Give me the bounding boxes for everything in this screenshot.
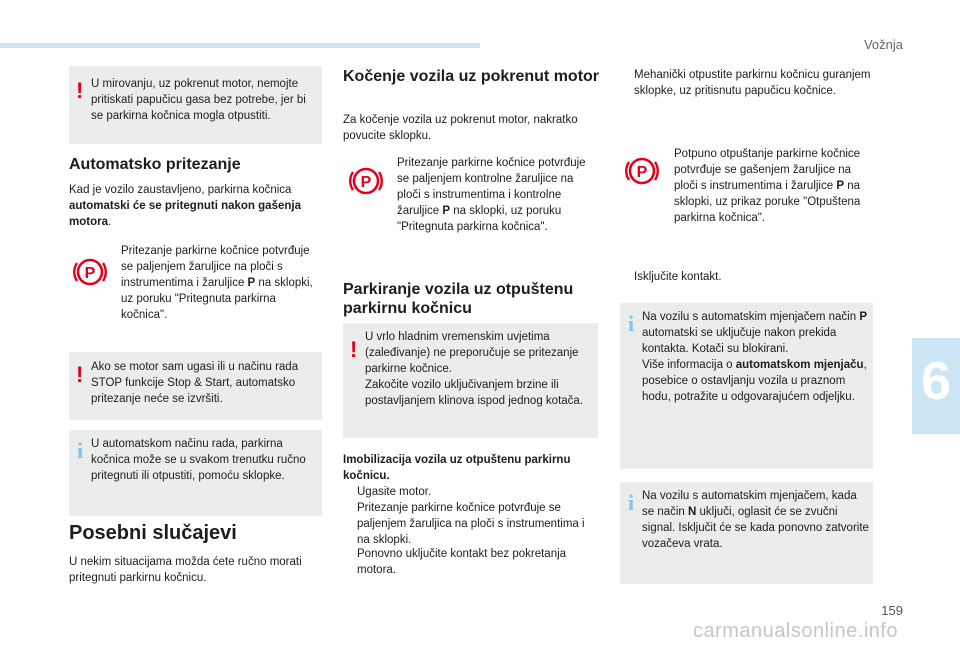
text-run: na sklopki, uz poruku "Pritegnuta parkirna kočnica". (121, 277, 313, 321)
icon-text-apply (121, 243, 317, 323)
svg-text:P: P (84, 265, 96, 282)
text-run: automatski se uključuje nakon prekida kontakta. Kotači su blokirani. Više informacija o (642, 327, 837, 371)
warning-icon: ! (350, 337, 358, 362)
svg-text:P: P (636, 164, 648, 181)
step-note: Pritezanje parkirne kočnice potvrđuje se paljenjem žaruljica na ploči s instrumentima i na sklopki. (357, 502, 585, 546)
step-content (357, 484, 598, 548)
text-bold: P (247, 277, 256, 289)
step-switch-off-ignition (620, 269, 875, 285)
heading-special-cases: Posebni slučajevi (69, 522, 237, 544)
text-bold: automatski će se pritegnuti nakon gašenja motora (69, 200, 301, 228)
step-text: Mehanički otpustite parkirnu kočnicu guranjem sklopke, uz pritisnutu papučicu kočnice. (634, 69, 871, 97)
step-switch-off (343, 484, 598, 548)
warning-box-cold (343, 323, 598, 438)
info-box-auto-gearbox-p (620, 303, 873, 469)
chapter-number: 6 (920, 351, 952, 411)
bullet-icon (620, 67, 634, 99)
warning-icon: ! (76, 362, 84, 387)
text-run: Na vozilu s automatskim mjenjačem način (642, 311, 860, 323)
step-text: Isključite kontakt. (634, 271, 722, 283)
warning-text: Ako se motor sam ugasi ili u načinu rada STOP funkcije Stop & Start, automatsko pritezanje neće se izvršiti. (91, 361, 299, 405)
step-ignition-on (343, 546, 598, 578)
text-bold: P (836, 180, 845, 192)
bullet-icon (343, 546, 357, 578)
step-text: Ugasite motor. (357, 486, 432, 498)
heading-auto-apply: Automatsko pritezanje (69, 156, 241, 173)
info-icon: i (77, 438, 84, 463)
paragraph-special-cases: U nekim situacijama možda ćete ručno morati pritegnuti parkirnu kočnicu. (69, 556, 302, 584)
info-icon: i (628, 311, 635, 336)
icon-text-braking (397, 155, 589, 235)
paragraph-auto-apply (69, 182, 322, 230)
parking-brake-icon (348, 163, 384, 199)
warning-text: U mirovanju, uz pokrenut motor, nemojte pritiskati papučicu gasa bez potrebe, jer bi se parkirna kočnica mogla otpustiti. (91, 78, 306, 122)
warning-text: U vrlo hladnim vremenskim uvjetima (zaleđivanje) ne preporučuje se pritezanje parkirne kočnice. Zakočite vozilo uključivanjem brzine ili postavljanjem klinova ispod jednog kotača. (365, 331, 583, 407)
immobilize-title: Imobilizacija vozila uz otpuštenu parkirnu kočnicu. (343, 454, 571, 482)
step-text: Ponovno uključite kontakt bez pokretanja motora. (357, 548, 567, 576)
bullet-icon (343, 484, 357, 548)
text-run: na sklopki, uz prikaz poruke "Otpuštena parkirna kočnica". (674, 180, 861, 224)
info-box-manual (69, 430, 322, 516)
info-icon: i (628, 490, 635, 515)
bullet-icon (620, 269, 634, 285)
text-bold: automatskom mjenjaču (735, 359, 864, 371)
icon-text-release (674, 146, 874, 226)
paragraph-braking: Za kočenje vozila uz pokrenut motor, nakratko povucite sklopku. (343, 114, 578, 142)
svg-text:P: P (360, 174, 372, 191)
text-run: Pritezanje parkirne kočnice potvrđuje se paljenjem žaruljice na ploči s instrumentima i žaruljice (121, 245, 310, 289)
text-run: , posebice o ostavljanju vozila u praznom hodu, potražite u odgovarajućem odjeljku. (642, 359, 867, 403)
text-run: na sklopki, uz poruku "Pritegnuta parkirna kočnica". (397, 205, 562, 233)
heading-parking-released: Parkiranje vozila uz otpuštenu parkirnu kočnicu (343, 281, 574, 317)
text-run: uključi, oglasit će se zvučni signal. Isključit će se kada ponovno zatvorite vozačeva vrata. (642, 506, 869, 550)
text-bold: N (688, 506, 697, 518)
info-text (642, 488, 870, 552)
text-run: Pritezanje parkirne kočnice potvrđuje se paljenjem kontrolne žaruljice na ploči s instrumentima i kontrolne žaruljice (397, 157, 586, 217)
warning-box-accelerator (69, 66, 322, 144)
info-box-auto-gearbox-n (620, 482, 873, 584)
warning-icon: ! (76, 78, 84, 103)
step-mechanical-release (620, 67, 875, 99)
text-bold: P (442, 205, 451, 217)
parking-brake-icon (72, 254, 108, 290)
section-name: Vožnja (863, 37, 903, 52)
text-run: Na vozilu s automatskim mjenjačem, kada se način (642, 490, 857, 518)
text-run: . (107, 216, 112, 228)
heading-braking-engine-running: Kočenje vozila uz pokrenut motor (343, 68, 600, 85)
text-run: Kad je vozilo zaustavljeno, parkirna kočnica (69, 184, 292, 196)
parking-brake-icon (624, 153, 660, 189)
top-accent-bar (0, 43, 480, 48)
info-text (642, 309, 870, 405)
info-text: U automatskom načinu rada, parkirna kočnica može se u svakom trenutku ručno pritegnuti ili otpustiti, pomoću sklopke. (91, 438, 306, 482)
watermark: carmanualsonline.info (692, 620, 898, 642)
text-run: Potpuno otpuštanje parkirne kočnice potvrđuje se gašenjem žaruljice na ploči s instrumentima i žaruljice (674, 148, 861, 192)
text-bold: P (859, 311, 867, 323)
page-number: 159 (881, 603, 903, 618)
warning-box-stop-start (69, 352, 322, 420)
